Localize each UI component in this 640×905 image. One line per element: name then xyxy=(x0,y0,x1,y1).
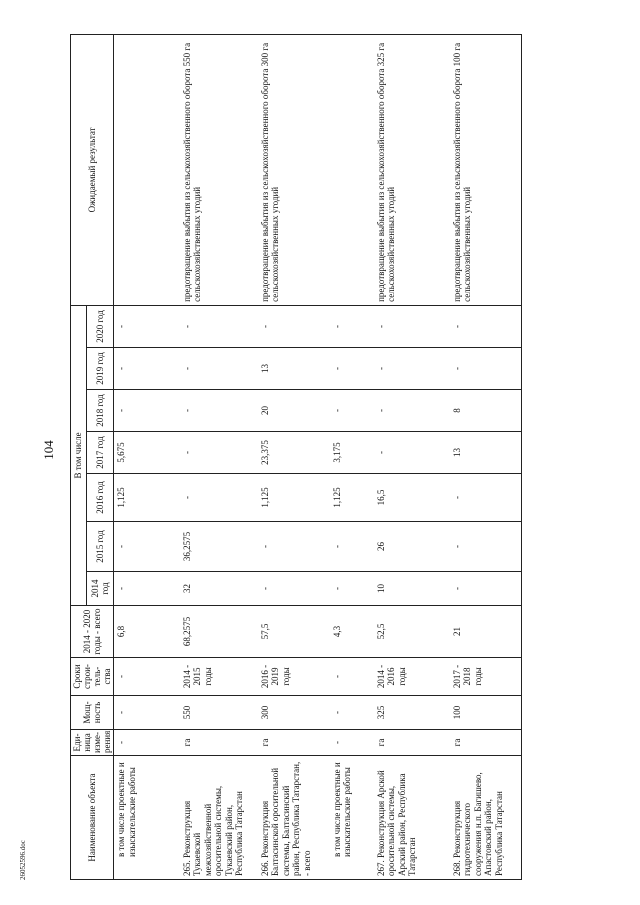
result-cell: предотвращение выбытия из сельскохозяйственного оборота 550 га сельскохозяйственных угодий xyxy=(176,34,254,305)
terms-cell: 2017 - 2018 годы xyxy=(446,658,522,696)
page-number: 104 xyxy=(41,440,56,460)
year-2015-cell: - xyxy=(330,522,370,572)
year-2014-cell: - xyxy=(446,572,522,606)
object-name: в том числе проектные и изыскательские работы xyxy=(330,756,370,880)
result-cell: предотвращение выбытия из сельскохозяйственного оборота 300 га сельскохозяйственных угодий xyxy=(254,34,330,305)
terms-cell: 2014 - 2015 годы xyxy=(176,658,254,696)
program-table-wrapper xyxy=(70,35,600,880)
header-year-2015: 2015 год xyxy=(86,522,113,572)
year-2017-cell: 3,175 xyxy=(330,432,370,474)
year-2018-cell: 8 xyxy=(446,390,522,432)
total-cell: 21 xyxy=(446,606,522,658)
year-2015-cell: - xyxy=(114,522,176,572)
capacity-cell: - xyxy=(330,696,370,730)
result-cell: предотвращение выбытия из сельскохозяйственного оборота 325 га сельскохозяйственных угодий xyxy=(370,34,446,305)
year-2014-cell: - xyxy=(254,572,330,606)
header-row-1 xyxy=(71,34,87,879)
object-name: 265. Реконструкция Тукаевской межхозяйственной оросительной системы, Тукаевский район, Республика Татарстан xyxy=(176,756,254,880)
year-2016-cell: 1,125 xyxy=(114,474,176,522)
table-row xyxy=(254,34,330,879)
header-terms: Сроки строи-тель-ства xyxy=(71,658,114,696)
year-2020-cell: - xyxy=(176,305,254,347)
year-2017-cell: 13 xyxy=(446,432,522,474)
object-name: 268. Реконструкция гидротехнического сооружения н.п. Багишево, Апастовский район, Республика Татарстан xyxy=(446,756,522,880)
year-2017-cell: 5,675 xyxy=(114,432,176,474)
capacity-cell: - xyxy=(114,696,176,730)
result-cell xyxy=(114,34,176,305)
capacity-cell: 550 xyxy=(176,696,254,730)
header-unit: Еди-ница изме-рения xyxy=(71,730,114,756)
header-name: Наименование объекта xyxy=(71,756,114,880)
terms-cell: 2014 - 2016 годы xyxy=(370,658,446,696)
table-row xyxy=(446,34,522,879)
table-row xyxy=(114,34,176,879)
year-2016-cell: - xyxy=(446,474,522,522)
header-year-2016: 2016 год xyxy=(86,474,113,522)
header-including: В том числе xyxy=(71,305,87,605)
year-2014-cell: - xyxy=(114,572,176,606)
result-cell: предотвращение выбытия из сельскохозяйственного оборота 100 га сельскохозяйственных угодий xyxy=(446,34,522,305)
total-cell: 6,8 xyxy=(114,606,176,658)
year-2015-cell: - xyxy=(446,522,522,572)
year-2014-cell: 32 xyxy=(176,572,254,606)
capacity-cell: 300 xyxy=(254,696,330,730)
year-2020-cell: - xyxy=(114,305,176,347)
year-2019-cell: - xyxy=(330,348,370,390)
capacity-cell: 100 xyxy=(446,696,522,730)
program-table xyxy=(70,34,522,880)
year-2016-cell: 16,5 xyxy=(370,474,446,522)
year-2015-cell: 36,2575 xyxy=(176,522,254,572)
unit-cell: га xyxy=(254,730,330,756)
unit-cell: га xyxy=(176,730,254,756)
year-2019-cell: - xyxy=(446,348,522,390)
header-year-2020: 2020 год xyxy=(86,305,113,347)
total-cell: 57,5 xyxy=(254,606,330,658)
object-name: 266. Реконструкция Балтасинской оросительной системы, Балтасинский район, Республика Татарстан, - всего xyxy=(254,756,330,880)
table-row xyxy=(370,34,446,879)
total-cell: 52,5 xyxy=(370,606,446,658)
year-2020-cell: - xyxy=(446,305,522,347)
header-result: Ожидаемый результат xyxy=(71,34,114,305)
year-2014-cell: 10 xyxy=(370,572,446,606)
terms-cell: - xyxy=(114,658,176,696)
object-name: 267. Реконструкция Арской оросительной системы, Арский район, Республика Татарстан xyxy=(370,756,446,880)
year-2019-cell: 13 xyxy=(254,348,330,390)
header-year-2017: 2017 год xyxy=(86,432,113,474)
terms-cell: - xyxy=(330,658,370,696)
total-cell: 4,3 xyxy=(330,606,370,658)
year-2016-cell: 1,125 xyxy=(254,474,330,522)
year-2019-cell: - xyxy=(176,348,254,390)
year-2018-cell: 20 xyxy=(254,390,330,432)
year-2019-cell: - xyxy=(114,348,176,390)
year-2017-cell: - xyxy=(370,432,446,474)
year-2014-cell: - xyxy=(330,572,370,606)
year-2020-cell: - xyxy=(330,305,370,347)
header-year-2018: 2018 год xyxy=(86,390,113,432)
year-2018-cell: - xyxy=(370,390,446,432)
header-year-2014: 2014 год xyxy=(86,572,113,606)
year-2017-cell: 23,375 xyxy=(254,432,330,474)
total-cell: 68,2575 xyxy=(176,606,254,658)
table-row xyxy=(330,34,370,879)
document-code: 26052596.doc xyxy=(19,840,27,880)
year-2017-cell: - xyxy=(176,432,254,474)
year-2016-cell: - xyxy=(176,474,254,522)
table-row xyxy=(176,34,254,879)
unit-cell: га xyxy=(446,730,522,756)
header-capacity: Мощ-ность xyxy=(71,696,114,730)
unit-cell: га xyxy=(370,730,446,756)
year-2018-cell: - xyxy=(176,390,254,432)
year-2015-cell: - xyxy=(254,522,330,572)
year-2018-cell: - xyxy=(330,390,370,432)
unit-cell: - xyxy=(330,730,370,756)
capacity-cell: 325 xyxy=(370,696,446,730)
year-2020-cell: - xyxy=(254,305,330,347)
terms-cell: 2016 - 2019 годы xyxy=(254,658,330,696)
object-name: в том числе проектные и изыскательские работы xyxy=(114,756,176,880)
result-cell xyxy=(330,34,370,305)
header-total: 2014 - 2020 годы - всего xyxy=(71,606,114,658)
year-2018-cell: - xyxy=(114,390,176,432)
year-2016-cell: 1,125 xyxy=(330,474,370,522)
year-2019-cell: - xyxy=(370,348,446,390)
year-2020-cell: - xyxy=(370,305,446,347)
header-year-2019: 2019 год xyxy=(86,348,113,390)
year-2015-cell: 26 xyxy=(370,522,446,572)
unit-cell: - xyxy=(114,730,176,756)
